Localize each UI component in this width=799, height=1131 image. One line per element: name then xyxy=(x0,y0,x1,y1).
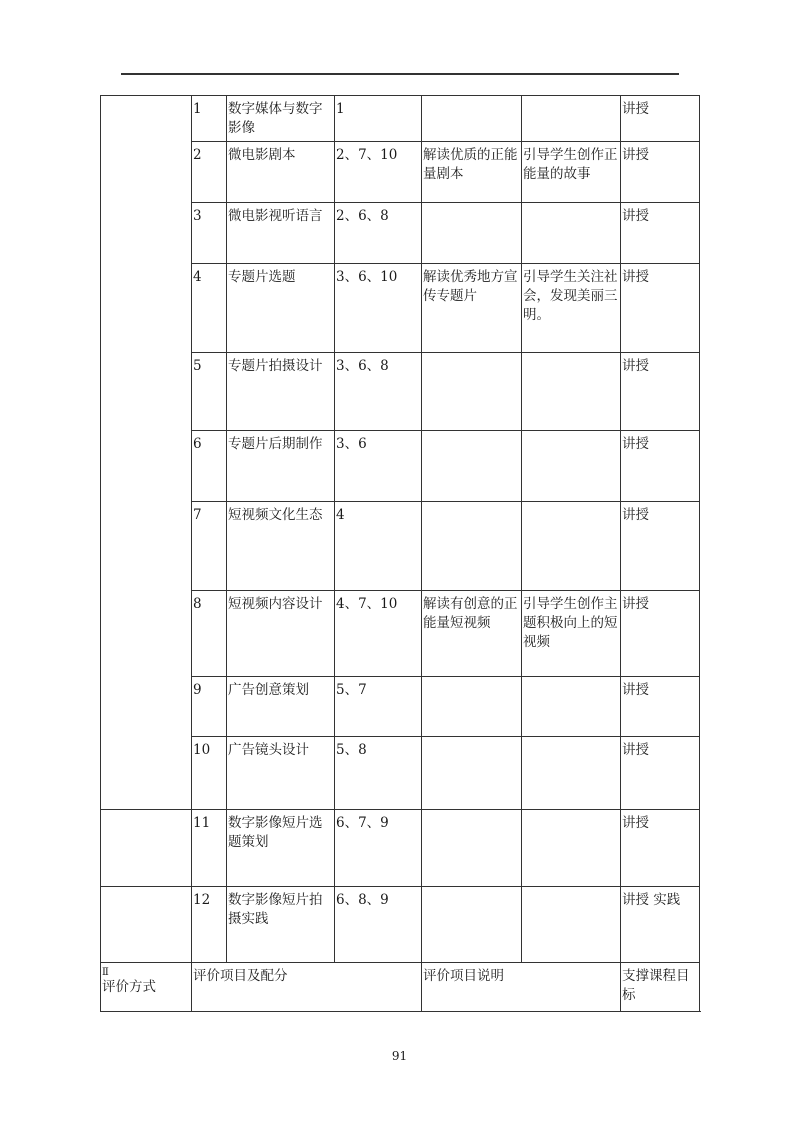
lesson-number: 1 xyxy=(192,96,227,142)
lesson-ideology: 解读有创意的正能量短视频 xyxy=(422,591,522,677)
lesson-ideology xyxy=(422,96,522,142)
lesson-method: 讲授 xyxy=(621,502,700,591)
evaluation-label-cell xyxy=(101,963,192,1012)
lesson-guide xyxy=(522,353,621,431)
lesson-name: 数字媒体与数字影像 xyxy=(227,96,335,142)
lesson-method: 讲授 xyxy=(621,810,700,887)
lesson-ideology xyxy=(422,737,522,810)
lesson-name: 广告镜头设计 xyxy=(227,737,335,810)
lesson-method: 讲授 xyxy=(621,737,700,810)
lesson-method: 讲授 xyxy=(621,353,700,431)
lesson-name: 微电影视听语言 xyxy=(227,203,335,264)
lesson-goals: 6、8、9 xyxy=(335,887,422,963)
lesson-guide xyxy=(522,431,621,502)
lesson-name: 数字影像短片拍摄实践 xyxy=(227,887,335,963)
lesson-number: 8 xyxy=(192,591,227,677)
lesson-number: 12 xyxy=(192,887,227,963)
section-cell xyxy=(101,96,192,810)
lesson-number: 4 xyxy=(192,264,227,353)
lesson-ideology xyxy=(422,677,522,737)
evaluation-desc-header: 评价项目说明 xyxy=(422,963,621,1012)
evaluation-items-header: 评价项目及配分 xyxy=(192,963,422,1012)
lesson-method: 讲授 xyxy=(621,142,700,203)
lesson-method: 讲授 xyxy=(621,264,700,353)
lesson-guide xyxy=(522,737,621,810)
lesson-number: 6 xyxy=(192,431,227,502)
lesson-name: 数字影像短片选题策划 xyxy=(227,810,335,887)
lesson-number: 2 xyxy=(192,142,227,203)
evaluation-label: 评价方式 xyxy=(102,979,156,995)
lesson-ideology xyxy=(422,353,522,431)
lesson-guide: 引导学生关注社会，发现美丽三明。 xyxy=(522,264,621,353)
lesson-name: 短视频内容设计 xyxy=(227,591,335,677)
lesson-ideology xyxy=(422,502,522,591)
lesson-number: 10 xyxy=(192,737,227,810)
lesson-goals: 6、7、9 xyxy=(335,810,422,887)
table-row xyxy=(101,810,700,887)
lesson-name: 短视频文化生态 xyxy=(227,502,335,591)
lesson-guide xyxy=(522,887,621,963)
lesson-ideology xyxy=(422,203,522,264)
lesson-name: 专题片选题 xyxy=(227,264,335,353)
page-number: 91 xyxy=(391,1049,408,1063)
lesson-method: 讲授 实践 xyxy=(621,887,700,963)
lesson-name: 微电影剧本 xyxy=(227,142,335,203)
lesson-goals: 1 xyxy=(335,96,422,142)
lesson-number: 7 xyxy=(192,502,227,591)
lesson-number: 9 xyxy=(192,677,227,737)
lesson-method: 讲授 xyxy=(621,203,700,264)
lesson-guide xyxy=(522,203,621,264)
lesson-goals: 3、6、10 xyxy=(335,264,422,353)
lesson-name: 专题片后期制作 xyxy=(227,431,335,502)
lesson-goals: 4 xyxy=(335,502,422,591)
lesson-ideology xyxy=(422,810,522,887)
lesson-number: 11 xyxy=(192,810,227,887)
lesson-name: 广告创意策划 xyxy=(227,677,335,737)
lesson-ideology: 解读优秀地方宣传专题片 xyxy=(422,264,522,353)
section-cell xyxy=(101,810,192,887)
lesson-name: 专题片拍摄设计 xyxy=(227,353,335,431)
table-row xyxy=(101,887,700,963)
lesson-guide xyxy=(522,96,621,142)
lesson-method: 讲授 xyxy=(621,431,700,502)
lesson-guide: 引导学生创作正能量的故事 xyxy=(522,142,621,203)
lesson-goals: 2、6、8 xyxy=(335,203,422,264)
lesson-goals: 4、7、10 xyxy=(335,591,422,677)
lesson-ideology: 解读优质的正能量剧本 xyxy=(422,142,522,203)
lesson-method: 讲授 xyxy=(621,591,700,677)
course-content-table xyxy=(100,95,700,1012)
lesson-guide: 引导学生创作主题积极向上的短视频 xyxy=(522,591,621,677)
section-cell xyxy=(101,887,192,963)
lesson-method: 讲授 xyxy=(621,96,700,142)
table-row xyxy=(101,96,700,142)
evaluation-row xyxy=(101,963,700,1012)
lesson-guide xyxy=(522,677,621,737)
lesson-goals: 3、6、8 xyxy=(335,353,422,431)
header-rule xyxy=(121,73,679,75)
lesson-goals: 3、6 xyxy=(335,431,422,502)
lesson-number: 5 xyxy=(192,353,227,431)
evaluation-support-header: 支撑课程目标 xyxy=(621,963,700,1012)
lesson-guide xyxy=(522,502,621,591)
evaluation-mark: Ⅱ xyxy=(102,967,109,978)
lesson-goals: 5、7 xyxy=(335,677,422,737)
lesson-goals: 5、8 xyxy=(335,737,422,810)
lesson-method: 讲授 xyxy=(621,677,700,737)
lesson-ideology xyxy=(422,431,522,502)
lesson-goals: 2、7、10 xyxy=(335,142,422,203)
lesson-ideology xyxy=(422,887,522,963)
lesson-number: 3 xyxy=(192,203,227,264)
lesson-guide xyxy=(522,810,621,887)
